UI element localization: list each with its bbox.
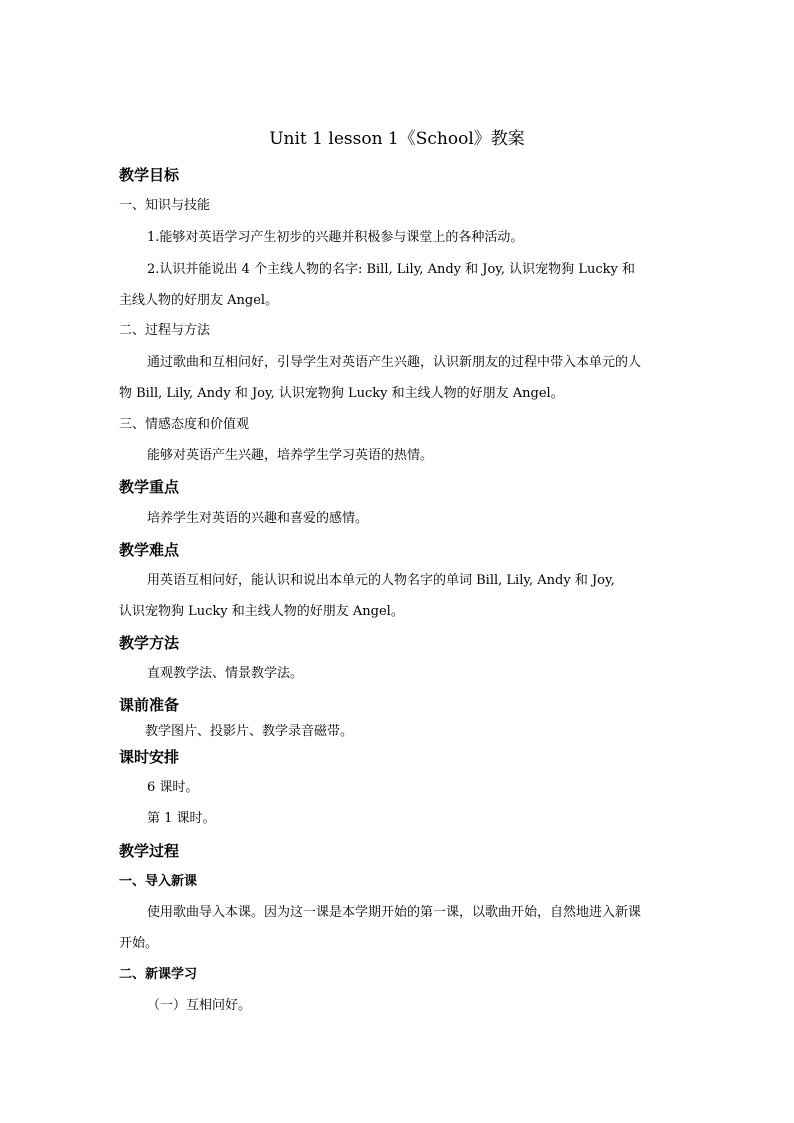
attitude-line-1: 能够对英语产生兴趣，培养学生学习英语的热情。 (147, 448, 434, 463)
schedule-heading: 课时安排 (119, 748, 180, 766)
intro-line-1: 使用歌曲导入本课。因为这一课是本学期开始的第一课，以歌曲开始，自然地进入新课 (147, 905, 642, 920)
difficulties-line-2: 认识宠物狗 Lucky 和主线人物的好朋友 Angel。 (119, 604, 404, 619)
schedule-line-1: 6 课时。 (147, 780, 199, 795)
schedule-line-2: 第 1 课时。 (147, 811, 216, 826)
preparation-line-1: 教学图片、投影片、教学录音磁带。 (145, 724, 354, 739)
knowledge-item-2-line-2: 主线人物的好朋友 Angel。 (119, 293, 279, 308)
process-line-2: 物 Bill, Lily, Andy 和 Joy, 认识宠物狗 Lucky 和主线人物的好朋友 Angel。 (119, 386, 564, 401)
new-lesson-heading: 二、新课学习 (119, 967, 198, 982)
objectives-heading: 教学目标 (119, 166, 180, 184)
knowledge-item-1: 1.能够对英语学习产生初步的兴趣并积极参与课堂上的各种活动。 (147, 230, 524, 245)
knowledge-item-2-line-1: 2.认识并能说出 4 个主线人物的名字: Bill, Lily, Andy 和 Joy, 认识宠物狗 Lucky 和 (147, 262, 635, 277)
preparation-heading: 课前准备 (119, 696, 180, 714)
key-points-heading: 教学重点 (119, 478, 180, 496)
new-lesson-line-1: （一）互相问好。 (147, 998, 252, 1013)
intro-line-2: 开始。 (119, 936, 159, 951)
process-heading: 二、过程与方法 (119, 323, 211, 338)
knowledge-heading: 一、知识与技能 (119, 198, 211, 213)
intro-heading: 一、导入新课 (119, 874, 198, 889)
difficulties-line-1: 用英语互相问好，能认识和说出本单元的人物名字的单词 Bill, Lily, Andy 和 Joy, (147, 573, 615, 588)
methods-heading: 教学方法 (119, 634, 180, 652)
key-points-line-1: 培养学生对英语的兴趣和喜爱的感情。 (147, 511, 369, 526)
attitude-heading: 三、情感态度和价值观 (119, 417, 250, 432)
document-title: Unit 1 lesson 1《School》教案 (269, 129, 525, 149)
procedure-heading: 教学过程 (119, 842, 180, 860)
methods-line-1: 直观教学法、情景教学法。 (147, 666, 304, 681)
difficulties-heading: 教学难点 (119, 541, 180, 559)
process-line-1: 通过歌曲和互相问好，引导学生对英语产生兴趣，认识新朋友的过程中带入本单元的人 (147, 355, 642, 370)
